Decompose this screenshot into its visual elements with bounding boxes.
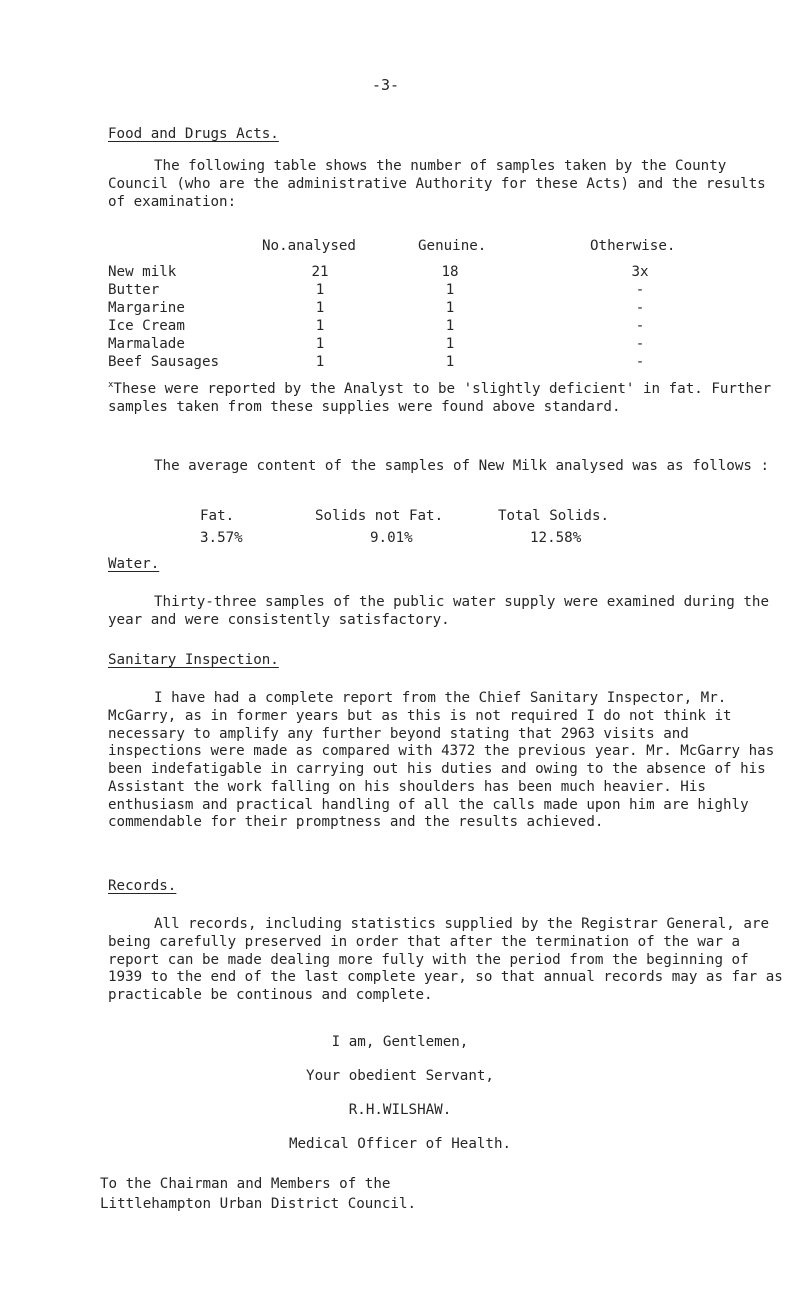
row-name: Ice Cream — [108, 318, 185, 334]
milk-header-total: Total Solids. — [498, 508, 610, 524]
row-name: Margarine — [108, 300, 185, 316]
row-otherwise: - — [635, 300, 645, 316]
milk-value-total: 12.58% — [530, 530, 582, 546]
row-otherwise: - — [635, 282, 645, 298]
food-drugs-heading: Food and Drugs Acts. — [108, 126, 279, 142]
row-genuine: 1 — [445, 282, 455, 298]
milk-header-snf: Solids not Fat. — [315, 508, 444, 524]
table-row — [0, 336, 800, 356]
row-genuine: 18 — [441, 264, 459, 280]
records-text: All records, including statistics supplied by the Registrar General, are being carefully preserved in order that after the termination of the war a report can be made dealing more fully with the period from the beginning of 1939 to the end of the last complete year, so that annual records may as far as practicable be continous and complete. — [108, 916, 783, 1003]
row-genuine: 1 — [445, 354, 455, 370]
table-row — [0, 300, 800, 320]
water-text: Thirty-three samples of the public water supply were examined during the year and were consistently satisfactory. — [108, 594, 769, 628]
address-line2: Littlehampton Urban District Council. — [100, 1196, 417, 1212]
footnote — [108, 380, 788, 417]
table-row — [0, 354, 800, 374]
table-row — [0, 264, 800, 284]
milk-value-fat: 3.57% — [200, 530, 243, 546]
table-row — [0, 282, 800, 302]
signoff-line1: I am, Gentlemen, — [331, 1034, 469, 1050]
row-otherwise: 3x — [631, 264, 649, 280]
row-analysed: 1 — [315, 336, 325, 352]
page-number: -3- — [372, 76, 400, 94]
footnote-mark: x — [108, 380, 114, 390]
column-header-analysed: No.analysed — [262, 238, 356, 254]
sanitary-text: I have had a complete report from the Chief Sanitary Inspector, Mr. McGarry, as in former years but as this is not required I do not think it necessary to amplify any further beyond stating that 2963 visits and inspections were made as compared with 4372 the previous year. Mr. McGarry has been indefatigable in carrying out his duties and owing to the absence of his Assistant the work falling on his shoulders has been much heavier. His enthusiasm and practical handling of all the calls made upon him are highly commendable for their promptness and the results achieved. — [108, 690, 775, 831]
row-genuine: 1 — [445, 300, 455, 316]
column-header-otherwise: Otherwise. — [590, 238, 676, 254]
row-name: New milk — [108, 264, 177, 280]
address-line1: To the Chairman and Members of the — [100, 1176, 391, 1192]
table-row — [0, 318, 800, 338]
footnote-text: These were reported by the Analyst to be 'slightly deficient' in fat. Further samples taken from these supplies were found above standard. — [108, 381, 772, 415]
signoff-name: R.H.WILSHAW. — [348, 1102, 452, 1118]
row-otherwise: - — [635, 354, 645, 370]
row-analysed: 21 — [311, 264, 329, 280]
milk-value-snf: 9.01% — [370, 530, 413, 546]
milk-header-fat: Fat. — [200, 508, 235, 524]
water-heading: Water. — [108, 556, 160, 572]
food-intro-paragraph — [108, 158, 788, 211]
row-analysed: 1 — [315, 282, 325, 298]
records-heading: Records. — [108, 878, 177, 894]
sanitary-heading: Sanitary Inspection. — [108, 652, 279, 668]
milk-intro-paragraph — [108, 458, 798, 476]
row-genuine: 1 — [445, 318, 455, 334]
row-name: Marmalade — [108, 336, 185, 352]
row-name: Butter — [108, 282, 160, 298]
milk-intro-text: The average content of the samples of New Milk analysed was as follows : — [154, 458, 769, 474]
signoff-line2: Your obedient Servant, — [306, 1068, 494, 1084]
row-analysed: 1 — [315, 354, 325, 370]
signoff-title: Medical Officer of Health. — [288, 1136, 512, 1152]
food-intro-text: The following table shows the number of samples taken by the County Council (who are the administrative Authority for these Acts) and the results of examination: — [108, 158, 766, 210]
row-otherwise: - — [635, 336, 645, 352]
row-analysed: 1 — [315, 318, 325, 334]
row-genuine: 1 — [445, 336, 455, 352]
row-name: Beef Sausages — [108, 354, 220, 370]
row-otherwise: - — [635, 318, 645, 334]
column-header-genuine: Genuine. — [418, 238, 487, 254]
row-analysed: 1 — [315, 300, 325, 316]
